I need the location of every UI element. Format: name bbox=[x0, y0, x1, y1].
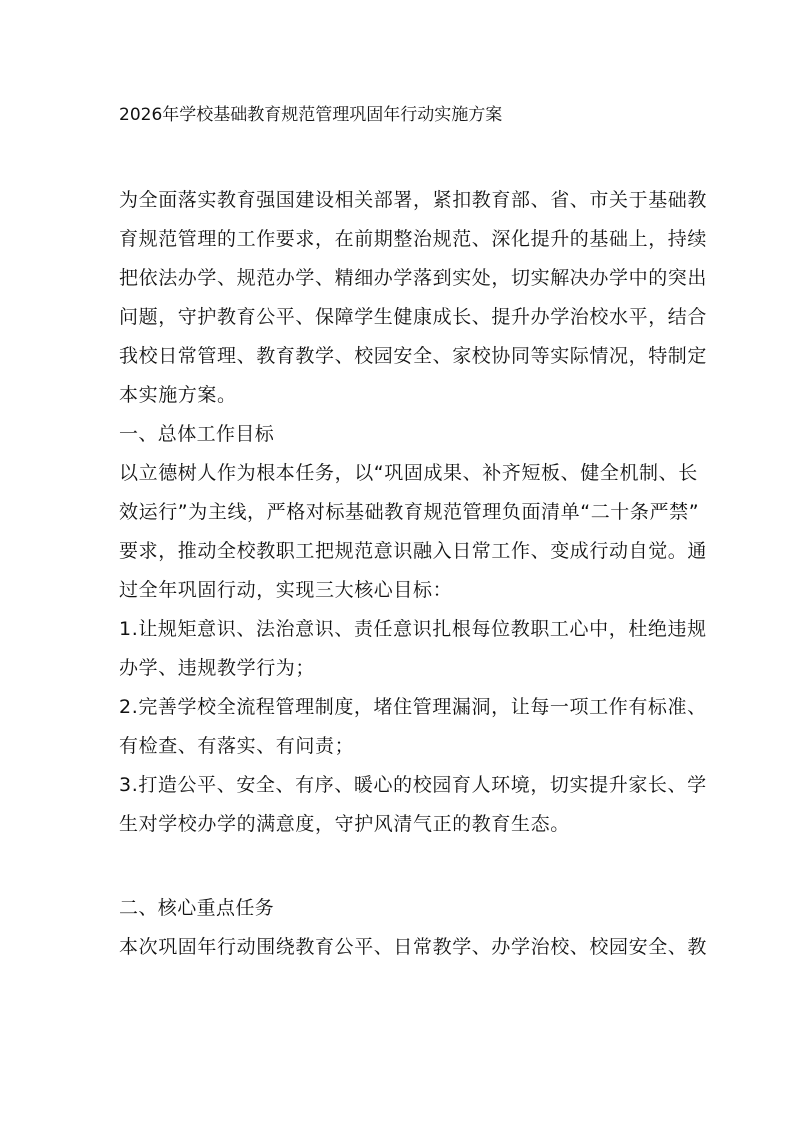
intro-line-2: 育规范管理的工作要求，在前期整治规范、深化提升的基础上，持续 bbox=[119, 228, 708, 250]
goal-2-line-2: 有检查、有落实、有问责； bbox=[119, 735, 355, 757]
section1-line-1: 以立德树人作为根本任务，以“巩固成果、补齐短板、健全机制、长 bbox=[119, 462, 698, 484]
goal-1-line-2: 办学、违规教学行为； bbox=[119, 657, 316, 679]
section2-heading: 二、核心重点任务 bbox=[119, 897, 275, 919]
section1-line-3: 要求，推动全校教职工把规范意识融入日常工作、变成行动自觉。通 bbox=[119, 540, 708, 562]
intro-line-5: 我校日常管理、教育教学、校园安全、家校协同等实际情况，特制定 bbox=[119, 345, 708, 367]
section1-heading: 一、总体工作目标 bbox=[119, 423, 275, 445]
section2-line-1: 本次巩固年行动围绕教育公平、日常教学、办学治校、校园安全、教 bbox=[119, 936, 708, 958]
intro-line-1: 为全面落实教育强国建设相关部署，紧扣教育部、省、市关于基础教 bbox=[119, 189, 708, 211]
goal-3-line-1: 3.打造公平、安全、有序、暖心的校园育人环境，切实提升家长、学 bbox=[119, 774, 707, 796]
section1-line-4: 过全年巩固行动，实现三大核心目标： bbox=[119, 579, 453, 601]
document-title: 2026年学校基础教育规范管理巩固年行动实施方案 bbox=[119, 105, 503, 125]
goal-3-line-2: 生对学校办学的满意度，守护风清气正的教育生态。 bbox=[119, 813, 570, 835]
intro-line-3: 把依法办学、规范办学、精细办学落到实处，切实解决办学中的突出 bbox=[119, 267, 708, 289]
section1-line-2: 效运行”为主线，严格对标基础教育规范管理负面清单“二十条严禁” bbox=[119, 501, 700, 523]
goal-1-line-1: 1.让规矩意识、法治意识、责任意识扎根每位教职工心中，杜绝违规 bbox=[119, 618, 707, 640]
intro-line-6: 本实施方案。 bbox=[119, 384, 237, 406]
intro-line-4: 问题，守护教育公平、保障学生健康成长、提升办学治校水平，结合 bbox=[119, 306, 708, 328]
goal-2-line-1: 2.完善学校全流程管理制度，堵住管理漏洞，让每一项工作有标准、 bbox=[119, 696, 707, 718]
